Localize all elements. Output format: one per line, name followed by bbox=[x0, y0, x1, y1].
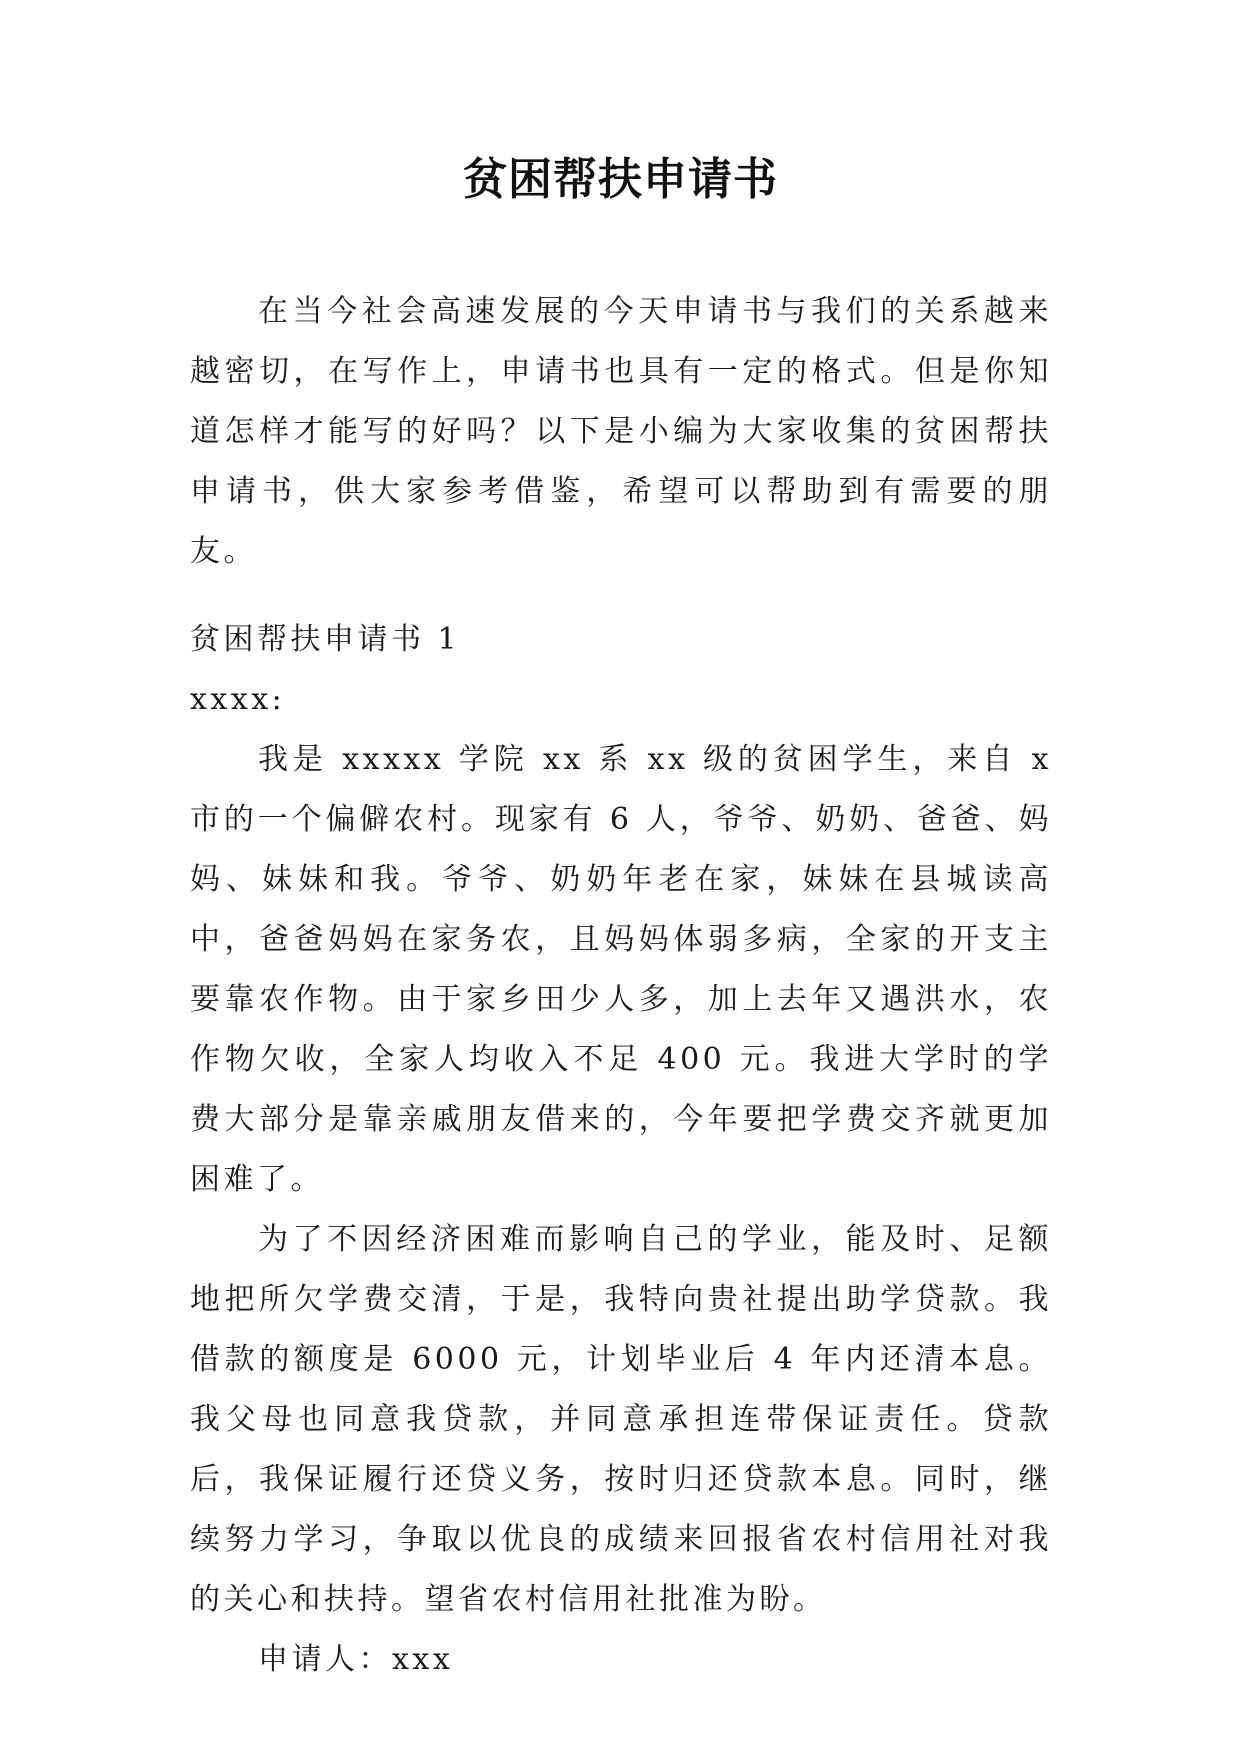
signature-line: 申请人：xxx bbox=[258, 1642, 454, 1677]
section-title: 贫困帮扶申请书 1 bbox=[190, 622, 461, 657]
document-body bbox=[190, 282, 1052, 1690]
intro-paragraph: 在当今社会高速发展的今天申请书与我们的关系越来越密切，在写作上，申请书也具有一定的格式。但是你知道怎样才能写的好吗？以下是小编为大家收集的贫困帮扶申请书，供大家参考借鉴，希望可以帮助到有需要的朋友。 bbox=[190, 294, 1052, 569]
body-paragraph-1: 我是 xxxxx 学院 xx 系 xx 级的贫困学生，来自 x 市的一个偏僻农村。现家有 6 人，爷爷、奶奶、爸爸、妈妈、妹妹和我。爷爷、奶奶年老在家，妹妹在县城读高中，爸爸妈妈在家务农，且妈妈体弱多病，全家的开支主要靠农作物。由于家乡田少人多，加上去年又遇洪水，农作物欠收，全家人均收入不足 400 元。我进大学时的学费大部分是靠亲戚朋友借来的，今年要把学费交齐就更加困难了。 bbox=[190, 742, 1052, 1197]
document-title: 贫困帮扶申请书 bbox=[463, 154, 778, 205]
salutation: xxxx: bbox=[190, 682, 286, 717]
body-paragraph-2: 为了不因经济困难而影响自己的学业，能及时、足额地把所欠学费交清，于是，我特向贵社提出助学贷款。我借款的额度是 6000 元，计划毕业后 4 年内还清本息。我父母也同意我贷款，并同意承担连带保证责任。贷款后，我保证履行还贷义务，按时归还贷款本息。同时，继续努力学习，争取以优良的成绩来回报省农村信用社对我的关心和扶持。望省农村信用社批准为盼。 bbox=[190, 1222, 1052, 1617]
spacer bbox=[190, 582, 1052, 610]
